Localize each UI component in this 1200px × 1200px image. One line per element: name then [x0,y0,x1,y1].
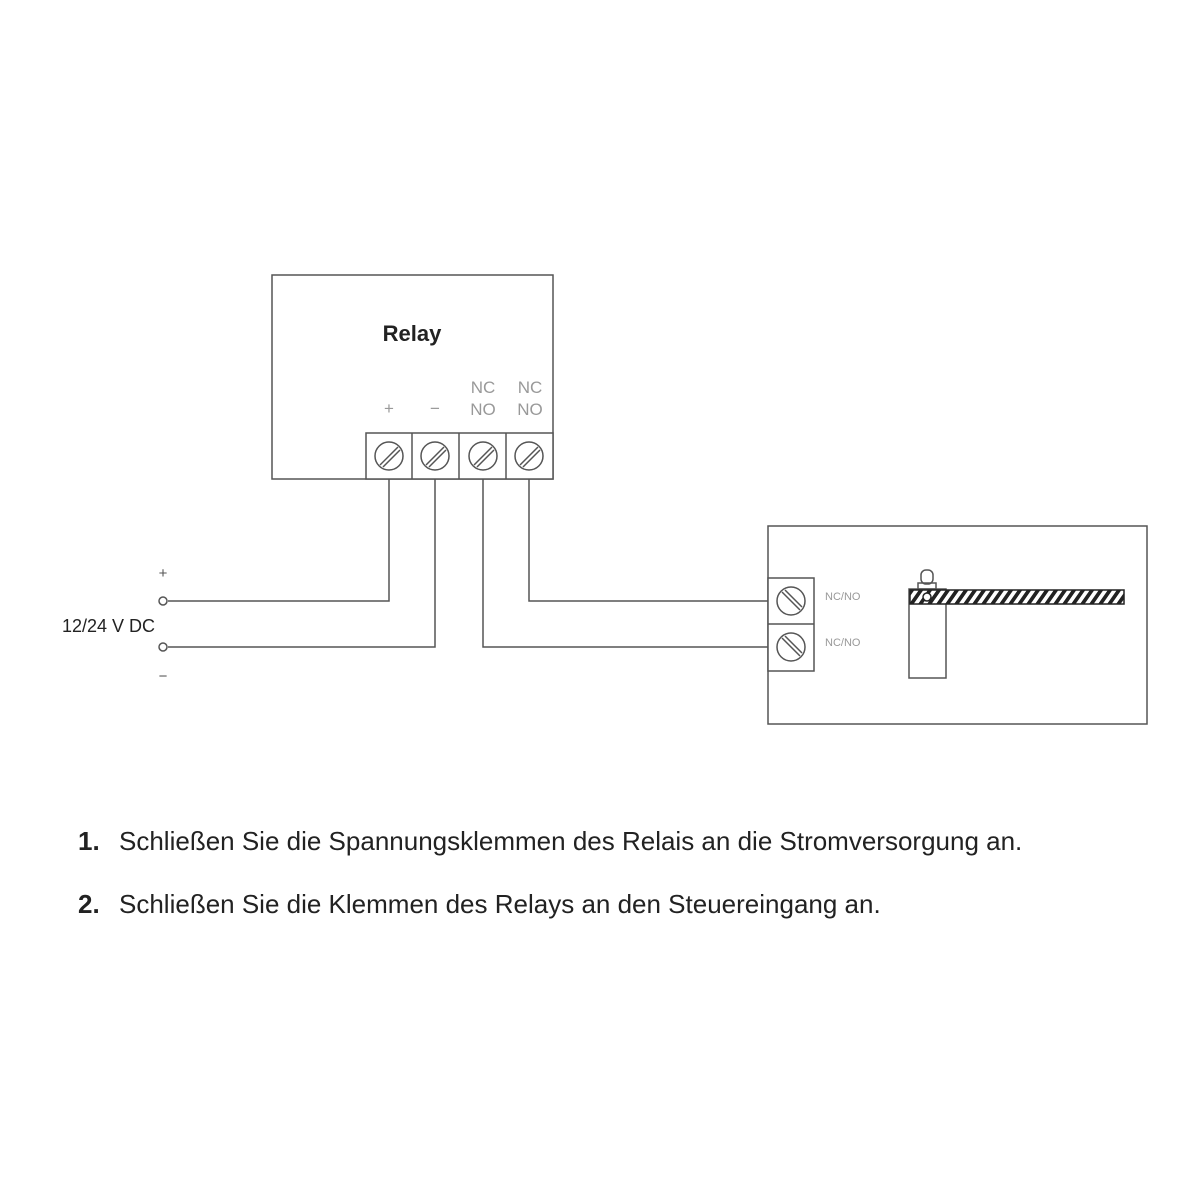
relay-terminal-1-label: + [384,399,394,418]
relay-terminal-3-label-top: NC [470,378,496,397]
wire-control-1 [529,479,768,601]
wires [168,479,768,647]
barrier-controller-body [768,526,1147,724]
instruction-step [78,889,1158,925]
barrier-controller [768,526,1147,724]
step-number: 1. [78,826,100,856]
power-plus-terminal [159,597,167,605]
wire-control-2 [483,479,768,647]
barrier-terminal-1-label: NC/NO [825,591,861,603]
barrier-terminal-block [768,578,814,671]
instruction-list [78,826,1158,952]
relay-title: Relay [382,321,442,346]
power-supply [62,565,168,685]
wire-minus [168,479,435,647]
step-text: Schließen Sie die Spannungsklemmen des Relais an die Stromversorgung an. [119,826,1023,856]
power-supply-label: 12/24 V DC [61,616,155,636]
step-number: 2. [78,889,100,919]
relay-terminal-4-label-bottom: NO [517,400,543,419]
instruction-step [78,826,1158,862]
power-minus-sign: − [158,668,168,685]
relay-module [272,275,553,479]
step-text: Schließen Sie die Klemmen des Relays an den Steuereingang an. [119,889,881,919]
power-plus-sign: + [158,565,168,582]
barrier-terminal-2-label: NC/NO [825,637,861,649]
relay-terminal-block [366,433,553,479]
relay-terminal-4-label-top: NC [517,378,543,397]
boom-barrier-icon [909,570,1124,678]
relay-terminal-3-label-bottom: NO [470,400,496,419]
power-minus-terminal [159,643,167,651]
relay-terminal-2-label: − [430,399,440,418]
wire-plus [168,479,389,601]
